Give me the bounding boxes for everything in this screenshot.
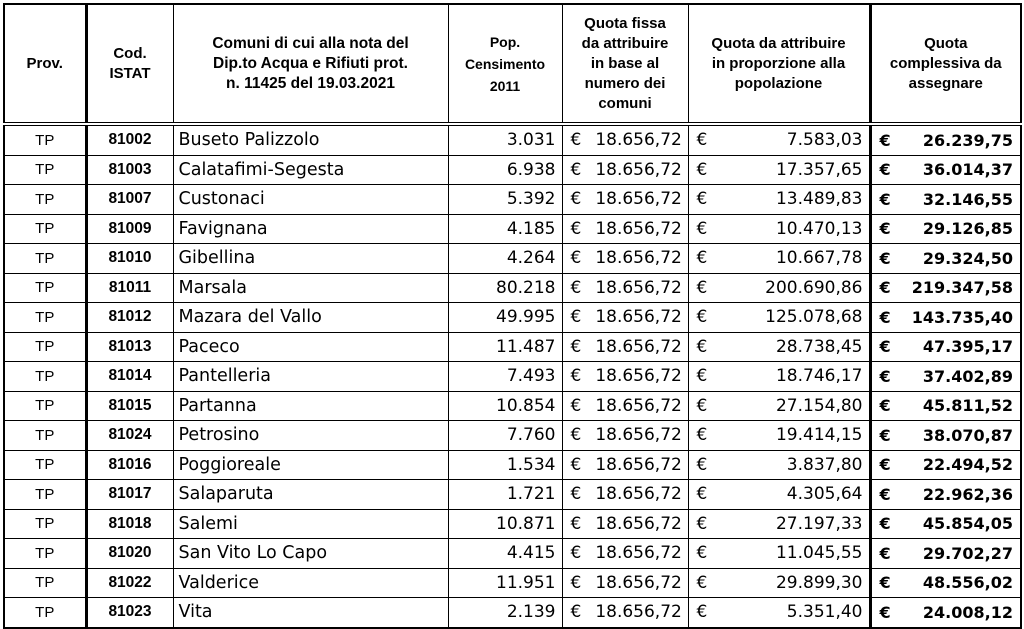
cell-istat-code: 81012: [86, 303, 173, 333]
euro-sign: €: [696, 366, 708, 387]
cell-prov: TP: [4, 244, 86, 274]
fixed-quota-value: 18.656,72: [595, 159, 682, 180]
euro-sign: €: [696, 248, 708, 269]
fixed-quota-value: 18.656,72: [595, 513, 682, 534]
total-quota-value: 29.126,85: [922, 219, 1013, 239]
cell-fixed-quota: [562, 421, 688, 451]
cell-istat-code: 81003: [86, 155, 173, 185]
euro-sign: €: [879, 455, 891, 475]
allocation-table: [3, 3, 1022, 629]
cell-istat-code: 81011: [86, 273, 173, 303]
fixed-quota-value: 18.656,72: [595, 218, 682, 239]
cell-fixed-quota: [562, 244, 688, 274]
total-quota-value: 37.402,89: [922, 366, 1013, 386]
proportional-quota-value: 11.045,55: [775, 543, 863, 564]
cell-comune: Buseto Palizzolo: [173, 124, 448, 155]
total-quota-value: 47.395,17: [922, 337, 1013, 357]
proportional-quota-value: 4.305,64: [786, 484, 863, 505]
proportional-quota-value: 13.489,83: [775, 189, 863, 210]
cell-istat-code: 81010: [86, 244, 173, 274]
cell-fixed-quota: [562, 509, 688, 539]
cell-population: 3.031: [448, 124, 562, 155]
cell-proportional-quota: [688, 539, 870, 569]
cell-comune: Valderice: [173, 568, 448, 598]
euro-sign: €: [696, 572, 708, 593]
cell-total-quota: [870, 124, 1021, 155]
euro-sign: €: [696, 513, 708, 534]
euro-sign: €: [879, 425, 891, 445]
cell-population: 4.415: [448, 539, 562, 569]
euro-sign: €: [879, 307, 891, 327]
proportional-quota-value: 5.351,40: [786, 602, 863, 623]
cell-population: 7.760: [448, 421, 562, 451]
table-row: [4, 598, 1021, 628]
euro-sign: €: [570, 572, 582, 593]
proportional-quota-value: 125.078,68: [765, 307, 863, 328]
cell-population: 10.854: [448, 391, 562, 421]
cell-total-quota: [870, 155, 1021, 185]
fixed-quota-value: 18.656,72: [595, 395, 682, 416]
euro-sign: €: [570, 425, 582, 446]
cell-comune: Salaparuta: [173, 480, 448, 510]
cell-comune: Partanna: [173, 391, 448, 421]
cell-prov: TP: [4, 598, 86, 628]
cell-prov: TP: [4, 124, 86, 155]
cell-fixed-quota: [562, 391, 688, 421]
cell-total-quota: [870, 273, 1021, 303]
euro-sign: €: [879, 219, 891, 239]
cell-fixed-quota: [562, 214, 688, 244]
cell-prov: TP: [4, 509, 86, 539]
proportional-quota-value: 27.154,80: [775, 395, 863, 416]
cell-prov: TP: [4, 539, 86, 569]
proportional-quota-value: 18.746,17: [775, 366, 863, 387]
total-quota-value: 143.735,40: [911, 307, 1013, 327]
cell-prov: TP: [4, 303, 86, 333]
fixed-quota-value: 18.656,72: [595, 248, 682, 269]
cell-proportional-quota: [688, 244, 870, 274]
cell-comune: Vita: [173, 598, 448, 628]
cell-proportional-quota: [688, 568, 870, 598]
total-quota-value: 22.494,52: [922, 455, 1013, 475]
total-quota-value: 29.324,50: [922, 248, 1013, 268]
euro-sign: €: [570, 277, 582, 298]
fixed-quota-value: 18.656,72: [595, 366, 682, 387]
cell-proportional-quota: [688, 362, 870, 392]
proportional-quota-value: 27.197,33: [775, 513, 863, 534]
euro-sign: €: [570, 130, 582, 151]
total-quota-value: 22.962,36: [922, 484, 1013, 504]
table-row: [4, 185, 1021, 215]
euro-sign: €: [696, 130, 708, 151]
euro-sign: €: [879, 602, 891, 622]
euro-sign: €: [696, 159, 708, 180]
table-row: [4, 539, 1021, 569]
cell-proportional-quota: [688, 214, 870, 244]
euro-sign: €: [570, 513, 582, 534]
proportional-quota-value: 200.690,86: [765, 277, 863, 298]
cell-fixed-quota: [562, 362, 688, 392]
cell-comune: Calatafimi-Segesta: [173, 155, 448, 185]
cell-istat-code: 81022: [86, 568, 173, 598]
euro-sign: €: [570, 248, 582, 269]
cell-total-quota: [870, 185, 1021, 215]
cell-proportional-quota: [688, 273, 870, 303]
cell-comune: Paceco: [173, 332, 448, 362]
cell-prov: TP: [4, 155, 86, 185]
cell-total-quota: [870, 509, 1021, 539]
cell-proportional-quota: [688, 509, 870, 539]
euro-sign: €: [879, 484, 891, 504]
cell-istat-code: 81023: [86, 598, 173, 628]
total-quota-value: 219.347,58: [911, 278, 1013, 298]
cell-comune: Poggioreale: [173, 450, 448, 480]
cell-total-quota: [870, 391, 1021, 421]
euro-sign: €: [696, 277, 708, 298]
table-row: [4, 124, 1021, 155]
table-row: [4, 421, 1021, 451]
table-row: [4, 362, 1021, 392]
fixed-quota-value: 18.656,72: [595, 130, 682, 151]
cell-comune: Mazara del Vallo: [173, 303, 448, 333]
cell-proportional-quota: [688, 332, 870, 362]
cell-prov: TP: [4, 450, 86, 480]
total-quota-value: 26.239,75: [922, 130, 1013, 150]
cell-total-quota: [870, 303, 1021, 333]
cell-proportional-quota: [688, 155, 870, 185]
cell-total-quota: [870, 450, 1021, 480]
total-quota-value: 45.811,52: [922, 396, 1013, 416]
euro-sign: €: [879, 366, 891, 386]
total-quota-value: 45.854,05: [922, 514, 1013, 534]
proportional-quota-value: 7.583,03: [786, 130, 863, 151]
cell-population: 11.951: [448, 568, 562, 598]
fixed-quota-value: 18.656,72: [595, 336, 682, 357]
fixed-quota-value: 18.656,72: [595, 425, 682, 446]
total-quota-value: 38.070,87: [922, 425, 1013, 445]
cell-fixed-quota: [562, 450, 688, 480]
cell-population: 80.218: [448, 273, 562, 303]
header-pop: Pop. Censimento 2011: [448, 4, 562, 124]
cell-istat-code: 81009: [86, 214, 173, 244]
fixed-quota-value: 18.656,72: [595, 189, 682, 210]
euro-sign: €: [879, 573, 891, 593]
cell-proportional-quota: [688, 391, 870, 421]
header-prov: Prov.: [4, 4, 86, 124]
cell-total-quota: [870, 480, 1021, 510]
cell-total-quota: [870, 598, 1021, 628]
cell-fixed-quota: [562, 124, 688, 155]
table-row: [4, 214, 1021, 244]
table-row: [4, 450, 1021, 480]
cell-comune: Custonaci: [173, 185, 448, 215]
cell-proportional-quota: [688, 421, 870, 451]
cell-istat-code: 81013: [86, 332, 173, 362]
cell-istat-code: 81007: [86, 185, 173, 215]
euro-sign: €: [696, 602, 708, 623]
euro-sign: €: [570, 395, 582, 416]
fixed-quota-value: 18.656,72: [595, 572, 682, 593]
cell-comune: San Vito Lo Capo: [173, 539, 448, 569]
cell-population: 1.721: [448, 480, 562, 510]
fixed-quota-value: 18.656,72: [595, 454, 682, 475]
euro-sign: €: [570, 307, 582, 328]
cell-total-quota: [870, 244, 1021, 274]
cell-population: 7.493: [448, 362, 562, 392]
euro-sign: €: [696, 543, 708, 564]
cell-proportional-quota: [688, 480, 870, 510]
header-row: [4, 4, 1021, 124]
cell-comune: Pantelleria: [173, 362, 448, 392]
proportional-quota-value: 3.837,80: [786, 454, 863, 475]
cell-istat-code: 81017: [86, 480, 173, 510]
euro-sign: €: [570, 218, 582, 239]
proportional-quota-value: 29.899,30: [775, 572, 863, 593]
cell-population: 10.871: [448, 509, 562, 539]
euro-sign: €: [570, 484, 582, 505]
total-quota-value: 48.556,02: [922, 573, 1013, 593]
euro-sign: €: [696, 218, 708, 239]
euro-sign: €: [696, 336, 708, 357]
cell-prov: TP: [4, 185, 86, 215]
total-quota-value: 36.014,37: [922, 160, 1013, 180]
cell-prov: TP: [4, 362, 86, 392]
cell-fixed-quota: [562, 539, 688, 569]
cell-istat-code: 81018: [86, 509, 173, 539]
cell-istat-code: 81024: [86, 421, 173, 451]
cell-prov: TP: [4, 480, 86, 510]
cell-population: 5.392: [448, 185, 562, 215]
cell-istat-code: 81002: [86, 124, 173, 155]
cell-prov: TP: [4, 568, 86, 598]
proportional-quota-value: 28.738,45: [775, 336, 863, 357]
table-row: [4, 155, 1021, 185]
cell-population: 1.534: [448, 450, 562, 480]
cell-comune: Salemi: [173, 509, 448, 539]
fixed-quota-value: 18.656,72: [595, 543, 682, 564]
cell-fixed-quota: [562, 598, 688, 628]
cell-proportional-quota: [688, 303, 870, 333]
euro-sign: €: [879, 189, 891, 209]
cell-proportional-quota: [688, 185, 870, 215]
fixed-quota-value: 18.656,72: [595, 277, 682, 298]
euro-sign: €: [696, 484, 708, 505]
cell-population: 4.185: [448, 214, 562, 244]
cell-prov: TP: [4, 273, 86, 303]
euro-sign: €: [570, 336, 582, 357]
cell-proportional-quota: [688, 124, 870, 155]
euro-sign: €: [570, 454, 582, 475]
fixed-quota-value: 18.656,72: [595, 484, 682, 505]
euro-sign: €: [570, 602, 582, 623]
euro-sign: €: [696, 189, 708, 210]
cell-total-quota: [870, 568, 1021, 598]
euro-sign: €: [879, 337, 891, 357]
proportional-quota-value: 17.357,65: [775, 159, 863, 180]
euro-sign: €: [879, 543, 891, 563]
euro-sign: €: [696, 395, 708, 416]
total-quota-value: 29.702,27: [922, 543, 1013, 563]
euro-sign: €: [879, 278, 891, 298]
cell-prov: TP: [4, 214, 86, 244]
cell-prov: TP: [4, 391, 86, 421]
total-quota-value: 32.146,55: [922, 189, 1013, 209]
table-row: [4, 480, 1021, 510]
euro-sign: €: [696, 454, 708, 475]
proportional-quota-value: 10.667,78: [775, 248, 863, 269]
cell-istat-code: 81015: [86, 391, 173, 421]
cell-comune: Marsala: [173, 273, 448, 303]
proportional-quota-value: 10.470,13: [775, 218, 863, 239]
euro-sign: €: [879, 514, 891, 534]
cell-population: 2.139: [448, 598, 562, 628]
table-row: [4, 391, 1021, 421]
fixed-quota-value: 18.656,72: [595, 602, 682, 623]
cell-fixed-quota: [562, 568, 688, 598]
table-row: [4, 509, 1021, 539]
cell-total-quota: [870, 539, 1021, 569]
cell-total-quota: [870, 332, 1021, 362]
table-row: [4, 332, 1021, 362]
total-quota-value: 24.008,12: [922, 602, 1013, 622]
cell-population: 11.487: [448, 332, 562, 362]
header-proportional-quota: Quota da attribuire in proporzione alla popolazione: [688, 4, 870, 124]
cell-total-quota: [870, 214, 1021, 244]
cell-comune: Petrosino: [173, 421, 448, 451]
cell-population: 6.938: [448, 155, 562, 185]
cell-population: 49.995: [448, 303, 562, 333]
cell-comune: Gibellina: [173, 244, 448, 274]
cell-proportional-quota: [688, 598, 870, 628]
table-row: [4, 568, 1021, 598]
cell-fixed-quota: [562, 185, 688, 215]
header-fixed-quota: Quota fissa da attribuire in base al numero dei comuni: [562, 4, 688, 124]
cell-prov: TP: [4, 332, 86, 362]
cell-istat-code: 81020: [86, 539, 173, 569]
table-row: [4, 273, 1021, 303]
cell-total-quota: [870, 421, 1021, 451]
fixed-quota-value: 18.656,72: [595, 307, 682, 328]
cell-fixed-quota: [562, 332, 688, 362]
cell-istat-code: 81014: [86, 362, 173, 392]
euro-sign: €: [879, 130, 891, 150]
euro-sign: €: [570, 543, 582, 564]
cell-istat-code: 81016: [86, 450, 173, 480]
cell-comune: Favignana: [173, 214, 448, 244]
cell-fixed-quota: [562, 155, 688, 185]
header-istat: Cod. ISTAT: [86, 4, 173, 124]
euro-sign: €: [570, 189, 582, 210]
euro-sign: €: [570, 366, 582, 387]
cell-fixed-quota: [562, 273, 688, 303]
euro-sign: €: [879, 248, 891, 268]
table-body: [4, 124, 1021, 628]
cell-total-quota: [870, 362, 1021, 392]
table-row: [4, 303, 1021, 333]
euro-sign: €: [696, 307, 708, 328]
cell-fixed-quota: [562, 480, 688, 510]
cell-fixed-quota: [562, 303, 688, 333]
euro-sign: €: [879, 160, 891, 180]
cell-proportional-quota: [688, 450, 870, 480]
table-row: [4, 244, 1021, 274]
cell-prov: TP: [4, 421, 86, 451]
header-comuni: Comuni di cui alla nota del Dip.to Acqua e Rifiuti prot. n. 11425 del 19.03.2021: [173, 4, 448, 124]
euro-sign: €: [696, 425, 708, 446]
header-total-quota: Quota complessiva da assegnare: [870, 4, 1021, 124]
euro-sign: €: [570, 159, 582, 180]
euro-sign: €: [879, 396, 891, 416]
proportional-quota-value: 19.414,15: [775, 425, 863, 446]
cell-population: 4.264: [448, 244, 562, 274]
